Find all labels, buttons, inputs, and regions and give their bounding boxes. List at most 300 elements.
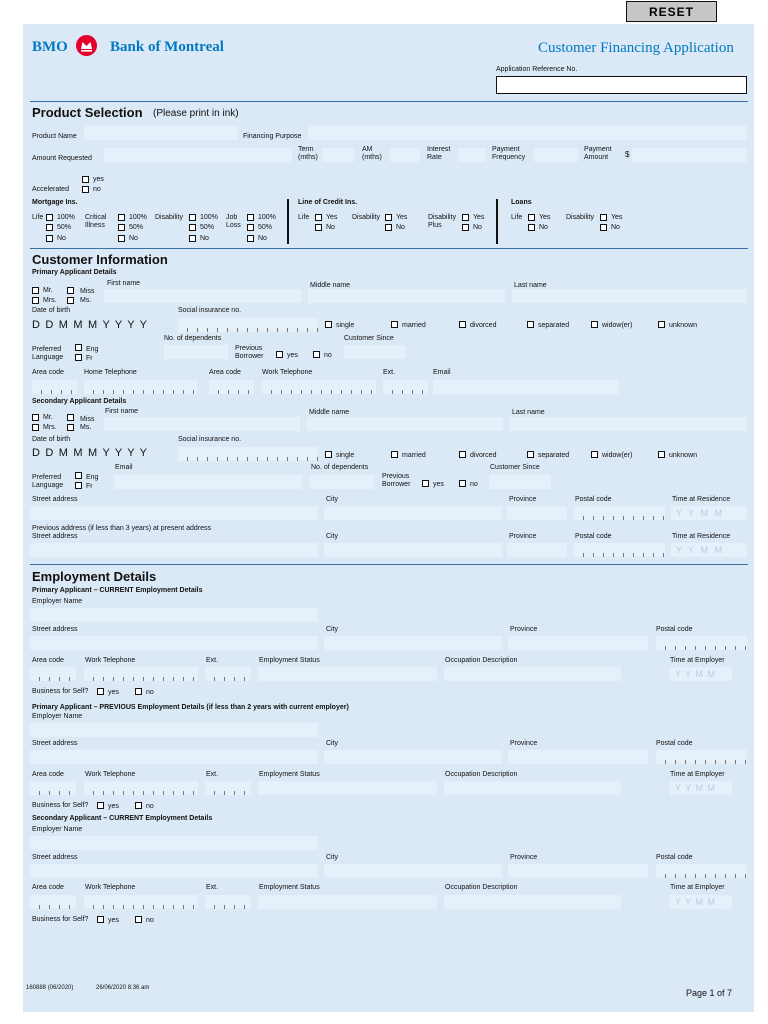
divider (496, 199, 498, 244)
label-province: Province (509, 533, 537, 540)
am-field[interactable] (390, 148, 420, 162)
label-miss: Miss (80, 416, 95, 423)
loan-life-yes-checkbox[interactable] (528, 214, 535, 221)
label-no: no (93, 186, 101, 193)
work-area-code-field[interactable] (209, 380, 254, 394)
occupation-description-field[interactable] (444, 781, 621, 795)
time-at-residence-placeholder: Y Y M M (676, 545, 725, 555)
label-postal-code: Postal code (656, 854, 693, 861)
label-area-code: Area code (209, 369, 241, 376)
label-disability-plus: Disability Plus (428, 214, 457, 229)
label-time-at-residence: Time at Residence (672, 533, 731, 540)
business-self-no-checkbox[interactable] (135, 688, 142, 695)
marital-single-checkbox[interactable] (325, 451, 332, 458)
label-customer-since: Customer Since (490, 464, 540, 471)
label-yes: yes (108, 803, 119, 810)
label-job-loss: Job Loss (226, 214, 241, 229)
work-telephone-field[interactable] (84, 667, 198, 681)
loan-dis-no-checkbox[interactable] (600, 224, 607, 231)
dollar-sign: $ (625, 150, 630, 159)
section-title-product: Product Selection (32, 105, 143, 120)
prev-borrower-no-checkbox[interactable] (313, 351, 320, 358)
footer-strip (0, 1012, 768, 1024)
label-yes: yes (433, 481, 444, 488)
label-accelerated: Accelerated (32, 186, 69, 193)
label-mrs: Mrs. (43, 297, 57, 304)
business-self-yes-checkbox[interactable] (97, 688, 104, 695)
city-field[interactable] (324, 864, 502, 878)
label-province: Province (510, 740, 538, 747)
label-time-at-employer: Time at Employer (670, 771, 725, 778)
employer-name-field[interactable] (30, 836, 318, 850)
label-life: Life (511, 214, 523, 221)
section-title-customer: Customer Information (32, 252, 168, 267)
occupation-description-field[interactable] (444, 667, 621, 681)
label-financing-purpose: Financing Purpose (243, 133, 302, 140)
label-ms: Ms. (80, 424, 92, 431)
label-no: no (324, 352, 332, 359)
label-last-name: Last name (514, 282, 547, 289)
postal-code-field[interactable] (574, 506, 665, 520)
product-name-field[interactable] (84, 126, 238, 140)
area-code-field[interactable] (30, 667, 76, 681)
time-at-residence-placeholder: Y Y M M (676, 508, 725, 518)
primary-previous-heading: Primary Applicant – PREVIOUS Employment Details (if less than 2 years with current employer) (32, 704, 349, 711)
sin-field[interactable] (178, 318, 318, 332)
label-employment-status: Employment Status (259, 657, 320, 664)
label-unknown: unknown (669, 322, 698, 329)
province-field[interactable] (508, 636, 648, 650)
street-address-field[interactable] (30, 636, 318, 650)
label-previous-borrower: Previous Borrower (235, 345, 264, 360)
customer-since-field[interactable] (344, 345, 406, 359)
label-no: No (473, 224, 482, 231)
label-employer-name: Employer Name (32, 713, 83, 720)
label-no: no (146, 689, 154, 696)
lang-fr-checkbox[interactable] (75, 482, 82, 489)
dependents-field[interactable] (164, 345, 228, 359)
business-self-yes-checkbox[interactable] (97, 916, 104, 923)
miss-checkbox[interactable] (67, 287, 74, 294)
label-work-telephone: Work Telephone (85, 657, 136, 664)
label-term: Term (mths) (298, 146, 318, 161)
label-employment-status: Employment Status (259, 884, 320, 891)
label-middle-name: Middle name (309, 409, 350, 416)
label-eng: Eng (86, 474, 99, 481)
business-self-yes-checkbox[interactable] (97, 802, 104, 809)
label-yes: Yes (539, 214, 551, 221)
label-widow: widow(er) (602, 452, 633, 459)
email-field[interactable] (433, 380, 619, 394)
street-address-field[interactable] (30, 750, 318, 764)
employment-status-field[interactable] (258, 667, 437, 681)
marital-single-checkbox[interactable] (325, 321, 332, 328)
label-no: No (396, 224, 405, 231)
label-street-address: Street address (32, 626, 78, 633)
section-subtitle: (Please print in ink) (153, 108, 239, 119)
loc-life-yes-checkbox[interactable] (315, 214, 322, 221)
label-ms: Ms. (80, 297, 92, 304)
accelerated-no-checkbox[interactable] (82, 186, 89, 193)
label-married: married (402, 452, 426, 459)
marital-separated-checkbox[interactable] (527, 321, 534, 328)
payment-amount-field[interactable] (632, 148, 747, 162)
label-married: married (402, 322, 426, 329)
label-time-at-employer: Time at Employer (670, 884, 725, 891)
label-loans: Loans (511, 199, 532, 206)
label-100: 100% (129, 214, 147, 221)
label-no-dependents: No. of dependents (311, 464, 369, 471)
label-street-address: Street address (32, 533, 78, 540)
label-street-address: Street address (32, 740, 78, 747)
email-field[interactable] (114, 475, 302, 489)
label-mr: Mr. (43, 287, 53, 294)
label-ext: Ext. (206, 657, 219, 664)
label-yes: Yes (396, 214, 408, 221)
label-separated: separated (538, 452, 570, 459)
postal-code-field[interactable] (574, 543, 665, 557)
label-no-dependents: No. of dependents (164, 335, 222, 342)
loc-dis-no-checkbox[interactable] (385, 224, 392, 231)
label-ext: Ext. (206, 884, 219, 891)
mort-ci-50-checkbox[interactable] (118, 224, 125, 231)
label-yes: Yes (611, 214, 623, 221)
label-100: 100% (258, 214, 276, 221)
label-loc-ins: Line of Credit Ins. (298, 199, 358, 206)
province-field[interactable] (507, 506, 567, 520)
label-province: Province (510, 626, 538, 633)
footer-timestamp: 26/06/2020 8:36 am (96, 985, 150, 991)
loc-displus-no-checkbox[interactable] (462, 224, 469, 231)
mort-life-50-checkbox[interactable] (46, 224, 53, 231)
prev-borrower-yes-checkbox[interactable] (276, 351, 283, 358)
bmo-roundel-icon (76, 35, 97, 56)
divider (30, 564, 748, 565)
label-yes: Yes (326, 214, 338, 221)
label-first-name: First name (105, 408, 139, 415)
prev-borrower-yes-checkbox[interactable] (422, 480, 429, 487)
label-widow: widow(er) (602, 322, 633, 329)
label-amount-requested: Amount Requested (32, 155, 92, 162)
first-name-field[interactable] (104, 289, 302, 303)
postal-code-field[interactable] (656, 750, 747, 764)
last-name-field[interactable] (510, 417, 747, 431)
home-area-code-field[interactable] (32, 380, 77, 394)
label-disability: Disability (352, 214, 381, 221)
label-preferred-language: Preferred Language (32, 346, 64, 361)
province-field[interactable] (508, 750, 648, 764)
label-sin: Social insurance no. (178, 307, 242, 314)
label-work-telephone: Work Telephone (85, 771, 136, 778)
label-no: No (611, 224, 620, 231)
dob-field[interactable]: D D M M M Y Y Y Y (32, 447, 149, 459)
home-telephone-field[interactable] (84, 380, 197, 394)
label-ext: Ext. (206, 771, 219, 778)
mort-life-no-checkbox[interactable] (46, 235, 53, 242)
label-area-code: Area code (32, 369, 64, 376)
bmo-wordmark: BMO (32, 39, 68, 55)
business-self-no-checkbox[interactable] (135, 802, 142, 809)
secondary-current-heading: Secondary Applicant – CURRENT Employment Details (32, 815, 213, 822)
label-city: City (326, 740, 339, 747)
divider (30, 248, 748, 249)
marital-unknown-checkbox[interactable] (658, 451, 665, 458)
lang-eng-checkbox[interactable] (75, 472, 82, 479)
label-postal-code: Postal code (656, 740, 693, 747)
label-city: City (326, 533, 339, 540)
secondary-applicant-heading: Secondary Applicant Details (32, 398, 127, 405)
label-work-telephone: Work Telephone (262, 369, 313, 376)
label-unknown: unknown (669, 452, 698, 459)
label-fr: Fr (86, 355, 93, 362)
mort-dis-50-checkbox[interactable] (189, 224, 196, 231)
label-date-of-birth: Date of birth (32, 307, 71, 314)
label-area-code: Area code (32, 771, 64, 778)
label-100: 100% (57, 214, 75, 221)
mort-job-no-checkbox[interactable] (247, 235, 254, 242)
city-field[interactable] (324, 543, 502, 557)
label-email: Email (433, 369, 451, 376)
label-occupation-description: Occupation Description (445, 771, 518, 778)
divider (30, 101, 748, 102)
loc-life-no-checkbox[interactable] (315, 224, 322, 231)
dependents-field[interactable] (310, 475, 374, 489)
label-50: 50% (57, 224, 72, 231)
label-mrs: Mrs. (43, 424, 57, 431)
miss-checkbox[interactable] (67, 414, 74, 421)
employer-name-field[interactable] (30, 723, 318, 737)
financing-purpose-field[interactable] (308, 126, 747, 140)
mort-dis-100-checkbox[interactable] (189, 214, 196, 221)
prev-borrower-no-checkbox[interactable] (459, 480, 466, 487)
first-name-field[interactable] (104, 417, 300, 431)
page-number: Page 1 of 7 (686, 988, 733, 998)
label-am: AM (mths) (362, 146, 382, 161)
label-email: Email (115, 464, 133, 471)
label-no: No (326, 224, 335, 231)
label-yes: Yes (473, 214, 485, 221)
label-life: Life (32, 214, 44, 221)
time-at-employer-placeholder: Y Y M M (675, 783, 717, 793)
customer-since-field[interactable] (489, 475, 551, 489)
form-title: Customer Financing Application (538, 40, 734, 56)
mrs-checkbox[interactable] (32, 297, 39, 304)
mort-job-100-checkbox[interactable] (247, 214, 254, 221)
label-mr: Mr. (43, 414, 53, 421)
ext-field[interactable] (205, 667, 251, 681)
marital-widow-checkbox[interactable] (591, 321, 598, 328)
label-ext: Ext. (383, 369, 396, 376)
label-city: City (326, 496, 339, 503)
label-single: single (336, 322, 355, 329)
label-yes: yes (93, 176, 104, 183)
last-name-field[interactable] (512, 289, 747, 303)
mort-ci-100-checkbox[interactable] (118, 214, 125, 221)
sin-field[interactable] (178, 447, 318, 461)
label-home-telephone: Home Telephone (84, 369, 137, 376)
mort-job-50-checkbox[interactable] (247, 224, 254, 231)
form-code: 160888 (06/2020) (26, 985, 74, 991)
work-telephone-field[interactable] (84, 781, 198, 795)
label-product-name: Product Name (32, 133, 77, 140)
accelerated-yes-checkbox[interactable] (82, 176, 89, 183)
marital-divorced-checkbox[interactable] (459, 321, 466, 328)
label-previous-address: Previous address (if less than 3 years) at present address (32, 525, 211, 532)
label-yes: yes (287, 352, 298, 359)
label-work-telephone: Work Telephone (85, 884, 136, 891)
label-employer-name: Employer Name (32, 598, 83, 605)
label-payment-frequency: Payment Frequency (492, 146, 526, 161)
label-city: City (326, 626, 339, 633)
label-yes: yes (108, 917, 119, 924)
bank-name: Bank of Montreal (110, 39, 224, 55)
mr-checkbox[interactable] (32, 414, 39, 421)
marital-separated-checkbox[interactable] (527, 451, 534, 458)
label-interest-rate: Interest Rate (427, 146, 451, 161)
time-at-employer-placeholder: Y Y M M (675, 669, 717, 679)
label-occupation-description: Occupation Description (445, 884, 518, 891)
label-date-of-birth: Date of birth (32, 436, 71, 443)
street-address-field[interactable] (30, 506, 318, 520)
label-no: No (539, 224, 548, 231)
employment-status-field[interactable] (258, 781, 437, 795)
label-divorced: divorced (470, 452, 497, 459)
marital-divorced-checkbox[interactable] (459, 451, 466, 458)
business-self-no-checkbox[interactable] (135, 916, 142, 923)
label-province: Province (510, 854, 538, 861)
label-50: 50% (258, 224, 273, 231)
label-previous-borrower: Previous Borrower (382, 473, 411, 488)
province-field[interactable] (508, 864, 648, 878)
work-telephone-field[interactable] (84, 895, 198, 909)
marital-married-checkbox[interactable] (391, 321, 398, 328)
label-sin: Social insurance no. (178, 436, 242, 443)
label-single: single (336, 452, 355, 459)
label-yes: yes (108, 689, 119, 696)
section-title-employment: Employment Details (32, 569, 157, 584)
label-street-address: Street address (32, 854, 78, 861)
app-ref-field[interactable] (496, 76, 747, 94)
city-field[interactable] (324, 750, 502, 764)
label-50: 50% (200, 224, 215, 231)
label-no: no (146, 803, 154, 810)
label-time-at-residence: Time at Residence (672, 496, 731, 503)
loan-dis-yes-checkbox[interactable] (600, 214, 607, 221)
payment-frequency-field[interactable] (534, 148, 578, 162)
lang-eng-checkbox[interactable] (75, 344, 82, 351)
primary-current-heading: Primary Applicant – CURRENT Employment Details (32, 587, 203, 594)
label-preferred-language: Preferred Language (32, 474, 64, 489)
marital-married-checkbox[interactable] (391, 451, 398, 458)
mrs-checkbox[interactable] (32, 424, 39, 431)
postal-code-field[interactable] (656, 636, 747, 650)
label-divorced: divorced (470, 322, 497, 329)
amount-requested-field[interactable] (104, 148, 292, 162)
primary-applicant-heading: Primary Applicant Details (32, 269, 117, 276)
middle-name-field[interactable] (308, 289, 505, 303)
reset-button[interactable]: RESET (626, 1, 717, 22)
label-middle-name: Middle name (310, 282, 351, 289)
work-telephone-field[interactable] (262, 380, 376, 394)
mort-life-100-checkbox[interactable] (46, 214, 53, 221)
label-eng: Eng (86, 346, 99, 353)
label-employment-status: Employment Status (259, 771, 320, 778)
label-critical-illness: Critical Illness (85, 214, 107, 229)
label-miss: Miss (80, 288, 95, 295)
loc-displus-yes-checkbox[interactable] (462, 214, 469, 221)
label-disability: Disability (566, 214, 595, 221)
street-address-field[interactable] (30, 864, 318, 878)
label-100: 100% (200, 214, 218, 221)
ext-field[interactable] (205, 781, 251, 795)
label-business-for-self: Business for Self? (32, 802, 89, 809)
label-fr: Fr (86, 483, 93, 490)
label-first-name: First name (107, 280, 141, 287)
mort-dis-no-checkbox[interactable] (189, 235, 196, 242)
label-city: City (326, 854, 339, 861)
label-occupation-description: Occupation Description (445, 657, 518, 664)
label-time-at-employer: Time at Employer (670, 657, 725, 664)
label-postal-code: Postal code (656, 626, 693, 633)
label-business-for-self: Business for Self? (32, 916, 89, 923)
middle-name-field[interactable] (307, 417, 503, 431)
term-field[interactable] (322, 148, 354, 162)
marital-widow-checkbox[interactable] (591, 451, 598, 458)
interest-rate-field[interactable] (458, 148, 486, 162)
label-disability: Disability (155, 214, 184, 221)
area-code-field[interactable] (30, 895, 76, 909)
label-last-name: Last name (512, 409, 545, 416)
mort-ci-no-checkbox[interactable] (118, 235, 125, 242)
occupation-description-field[interactable] (444, 895, 621, 909)
label-area-code: Area code (32, 884, 64, 891)
label-no: No (57, 235, 66, 242)
label-mortgage-ins: Mortgage Ins. (32, 199, 78, 206)
label-business-for-self: Business for Self? (32, 688, 89, 695)
employment-status-field[interactable] (258, 895, 437, 909)
label-no: No (258, 235, 267, 242)
dob-field[interactable]: D D M M M Y Y Y Y (32, 319, 149, 331)
postal-code-field[interactable] (656, 864, 747, 878)
label-separated: separated (538, 322, 570, 329)
label-life: Life (298, 214, 310, 221)
ms-checkbox[interactable] (67, 424, 74, 431)
label-postal-code: Postal code (575, 533, 612, 540)
ms-checkbox[interactable] (67, 297, 74, 304)
label-no: No (129, 235, 138, 242)
mr-checkbox[interactable] (32, 287, 39, 294)
label-area-code: Area code (32, 657, 64, 664)
label-no: no (470, 481, 478, 488)
label-province: Province (509, 496, 537, 503)
area-code-field[interactable] (30, 781, 76, 795)
employer-name-field[interactable] (30, 608, 318, 622)
marital-unknown-checkbox[interactable] (658, 321, 665, 328)
loan-life-no-checkbox[interactable] (528, 224, 535, 231)
divider (287, 199, 289, 244)
city-field[interactable] (324, 506, 502, 520)
city-field[interactable] (324, 636, 502, 650)
lang-fr-checkbox[interactable] (75, 354, 82, 361)
work-ext-field[interactable] (383, 380, 428, 394)
app-ref-label: Application Reference No. (496, 66, 578, 73)
label-no: no (146, 917, 154, 924)
loc-dis-yes-checkbox[interactable] (385, 214, 392, 221)
ext-field[interactable] (205, 895, 251, 909)
street-address-field[interactable] (30, 543, 318, 557)
label-postal-code: Postal code (575, 496, 612, 503)
province-field[interactable] (507, 543, 567, 557)
